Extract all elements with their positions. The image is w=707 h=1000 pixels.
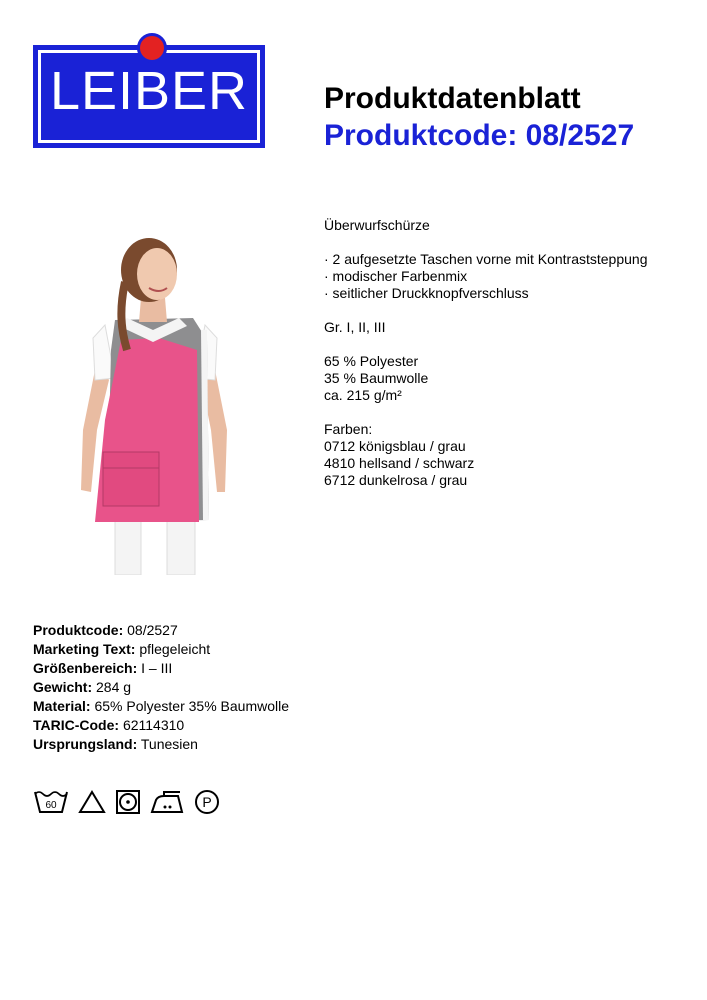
- spec-label: Gewicht:: [33, 679, 93, 695]
- feature-item: · seitlicher Druckknopfverschluss: [324, 285, 529, 301]
- wash-60-icon: [33, 788, 69, 816]
- spec-row-weight: [33, 678, 289, 697]
- leiber-logo: [33, 45, 265, 148]
- spec-label: Marketing Text:: [33, 641, 136, 657]
- spec-row-material: [33, 697, 289, 716]
- bleach-triangle-icon: [78, 788, 106, 816]
- spec-value: I – III: [141, 660, 173, 676]
- wash-temperature: 60: [45, 800, 57, 811]
- feature-item: · modischer Farbenmix: [324, 268, 468, 284]
- spec-value: Tunesien: [140, 736, 198, 752]
- logo-red-dot: [137, 33, 167, 63]
- spec-value: 284 g: [96, 679, 132, 695]
- spec-value: 08/2527: [127, 622, 178, 638]
- tumble-dry-icon: [115, 788, 141, 816]
- dry-clean-letter: P: [202, 794, 212, 810]
- spec-row-marketing-text: [33, 640, 289, 659]
- material-line: ca. 215 g/m²: [324, 387, 402, 403]
- product-specs: [33, 621, 289, 754]
- spec-row-origin: [33, 735, 289, 754]
- page-title: Produktdatenblatt: [324, 82, 581, 115]
- spec-label: Material:: [33, 698, 91, 714]
- product-description: [324, 217, 694, 489]
- care-symbols: [33, 788, 221, 816]
- spec-label: Größenbereich:: [33, 660, 138, 676]
- product-name: Überwurfschürze: [324, 217, 430, 233]
- spec-value: 62114310: [122, 717, 185, 733]
- spec-label: TARIC-Code:: [33, 717, 120, 733]
- color-item: 4810 hellsand / schwarz: [324, 455, 475, 471]
- spec-label: Produktcode:: [33, 622, 124, 638]
- dry-clean-p-icon: [193, 788, 221, 816]
- colors-heading: Farben:: [324, 421, 373, 437]
- feature-item: · 2 aufgesetzte Taschen vorne mit Kontraststeppung: [324, 251, 648, 267]
- product-code-title: Produktcode: 08/2527: [324, 119, 635, 152]
- spec-row-taric-code: [33, 716, 289, 735]
- material-line: 65 % Polyester: [324, 353, 419, 369]
- spec-value: pflegeleicht: [139, 641, 211, 657]
- spec-label: Ursprungsland:: [33, 736, 138, 752]
- iron-icon: [150, 788, 184, 816]
- spec-value: 65% Polyester 35% Baumwolle: [94, 698, 290, 714]
- spec-row-size-range: [33, 659, 289, 678]
- spec-row-product-code: [33, 621, 289, 640]
- color-item: 6712 dunkelrosa / grau: [324, 472, 468, 488]
- product-photo: [75, 230, 235, 575]
- sizes: Gr. I, II, III: [324, 319, 386, 335]
- material-line: 35 % Baumwolle: [324, 370, 429, 386]
- logo-text: LEIBER: [49, 61, 249, 121]
- color-item: 0712 königsblau / grau: [324, 438, 466, 454]
